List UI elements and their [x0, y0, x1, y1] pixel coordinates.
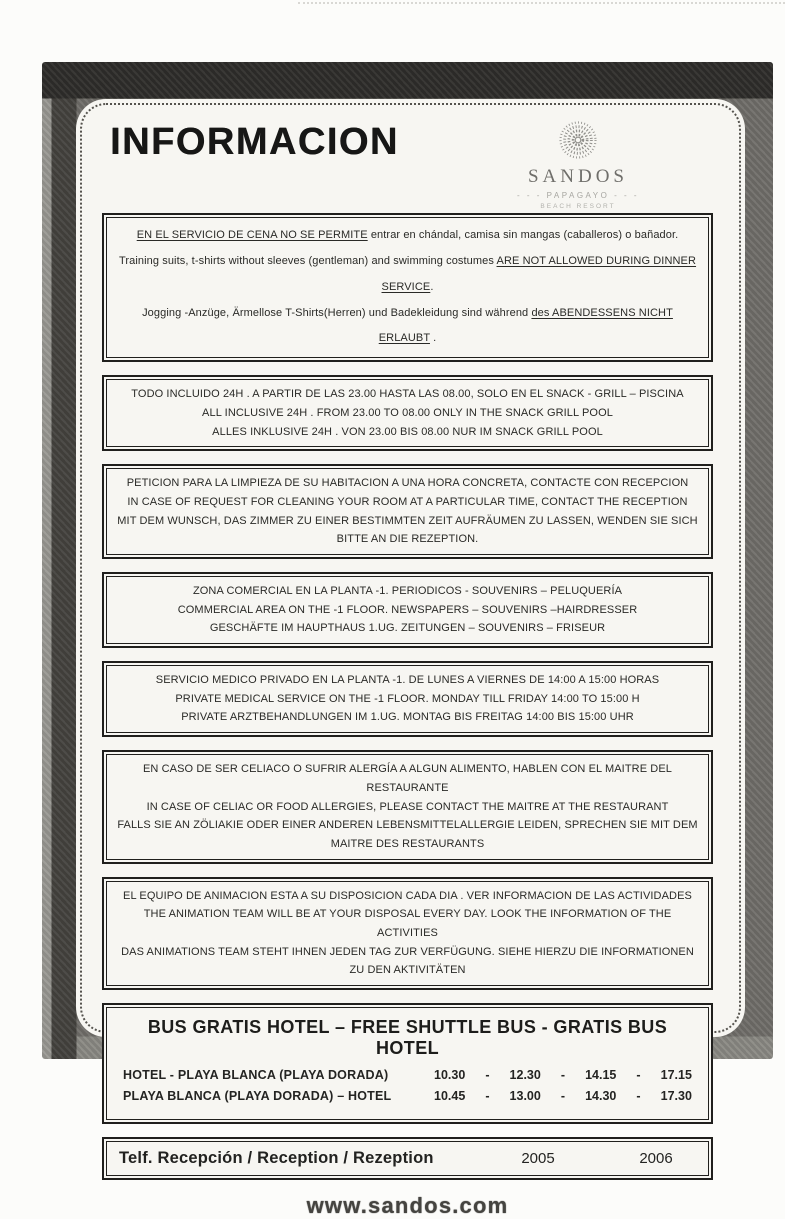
notice-dress-code	[102, 213, 713, 362]
animation-line-en: THE ANIMATION TEAM WILL BE AT YOUR DISPOSAL EVERY DAY. LOOK THE INFORMATION OF THE ACTIVITIES	[143, 908, 672, 939]
notices	[100, 211, 715, 1180]
bus-time-separator: -	[560, 1068, 566, 1083]
room-cleaning-line-en: IN CASE OF REQUEST FOR CLEANING YOUR ROOM AT A PARTICULAR TIME, CONTACT THE RECEPTION	[127, 495, 688, 508]
dress-code-de-rest: .	[429, 332, 437, 345]
scan-edge-artifact	[298, 2, 785, 4]
notice-medical-service	[102, 661, 713, 737]
notice-allergies	[102, 750, 713, 863]
dress-code-es-rest: entrar en chándal, camisa sin mangas (caballeros) o bañador.	[367, 229, 679, 241]
dress-code-de-underlined: des ABENDESSENS NICHT ERLAUBT	[378, 306, 673, 345]
reception-phone	[102, 1137, 713, 1180]
logo-decor-left: - - -	[516, 191, 542, 200]
notice-animation-team-inner	[106, 881, 709, 986]
allergies-line-es: EN CASO DE SER CELIACO O SUFRIR ALERGÍA A ALGUN ALIMENTO, HABLEN CON EL MAITRE DEL RESTAURANTE	[142, 763, 672, 794]
bus-time-separator: -	[485, 1068, 490, 1083]
reception-label: Telf. Recepción / Reception / Rezeption	[119, 1149, 434, 1168]
dress-code-line-en	[117, 249, 698, 301]
animation-line-de: DAS ANIMATIONS TEAM STEHT IHNEN JEDEN TAG ZUR VERFÜGUNG. SIEHE HIERZU DIE INFORMATIONEN ZU DEN AKTIVITÄTEN	[121, 945, 694, 977]
allergies-line-en: IN CASE OF CELIAC OR FOOD ALLERGIES, PLEASE CONTACT THE MAITRE AT THE RESTAURANT	[146, 800, 669, 813]
reception-year-2005: 2005	[521, 1150, 555, 1168]
header	[100, 107, 715, 211]
logo-decor-right: - - -	[614, 191, 640, 200]
bus-time: 10.45	[434, 1089, 466, 1104]
notice-commercial-area-inner	[106, 576, 709, 644]
medical-service-line-de: PRIVATE ARZTBEHANDLUNGEN IM 1.UG. MONTAG BIS FREITAG 14:00 BIS 15:00 UHR	[181, 711, 634, 724]
bus-row-return	[123, 1089, 692, 1103]
bus-time: 17.30	[660, 1089, 692, 1104]
dress-code-es-underlined: EN EL SERVICIO DE CENA NO SE PERMITE	[136, 229, 368, 241]
bus-schedule-title: BUS GRATIS HOTEL – FREE SHUTTLE BUS - GRATIS BUS HOTEL	[147, 1017, 668, 1059]
logo-brand-name: SANDOS	[527, 166, 629, 187]
commercial-area-line-en: COMMERCIAL AREA ON THE -1 FLOOR. NEWSPAPERS – SOUVENIRS –HAIRDRESSER	[177, 603, 638, 616]
dress-code-en-pre: Training suits, t-shirts without sleeves (gentleman) and swimming costumes	[118, 254, 497, 267]
notice-all-inclusive	[102, 375, 713, 451]
bus-time: 12.30	[509, 1068, 541, 1083]
bus-route: PLAYA BLANCA (PLAYA DORADA) – HOTEL	[123, 1089, 392, 1104]
commercial-area-line-es: ZONA COMERCIAL EN LA PLANTA -1. PERIODICOS - SOUVENIRS – PELUQUERÍA	[192, 585, 623, 598]
logo-resort-text: PAPAGAYO	[546, 191, 610, 200]
bus-times	[434, 1089, 692, 1103]
logo-tagline: BEACH RESORT	[540, 203, 616, 210]
all-inclusive-line-de: ALLES INKLUSIVE 24H . VON 23.00 BIS 08.00 NUR IM SNACK GRILL POOL	[212, 425, 603, 438]
bus-schedule	[102, 1003, 713, 1124]
dress-code-line-es	[117, 223, 698, 249]
notice-room-cleaning	[102, 464, 713, 559]
dress-code-line-de	[117, 301, 698, 353]
notice-commercial-area	[102, 572, 713, 648]
logo-resort-name	[513, 191, 643, 200]
bus-time: 14.30	[585, 1089, 617, 1104]
dress-code-en-rest: .	[430, 280, 434, 293]
photocopy-border	[42, 62, 773, 1219]
bus-time: 17.15	[660, 1068, 692, 1083]
sandos-logo	[513, 115, 643, 210]
website-url: www.sandos.com	[306, 1193, 509, 1219]
animation-line-es: EL EQUIPO DE ANIMACION ESTA A SU DISPOSICION CADA DIA . VER INFORMACION DE LAS ACTIVIDADES	[123, 889, 692, 902]
bus-route: HOTEL - PLAYA BLANCA (PLAYA DORADA)	[123, 1068, 389, 1083]
page-title: INFORMACION	[110, 121, 399, 163]
room-cleaning-line-de: MIT DEM WUNSCH, DAS ZIMMER ZU EINER BESTIMMTEN ZEIT AUFRÄUMEN ZU LASSEN, WENDEN SIE SICH BITTE AN DIE REZEPTION.	[117, 514, 698, 546]
bus-time-separator: -	[636, 1089, 641, 1104]
reception-phone-inner	[106, 1141, 709, 1176]
medical-service-line-es: SERVICIO MEDICO PRIVADO EN LA PLANTA -1. DE LUNES A VIERNES DE 14:00 A 15:00 HORAS	[155, 674, 660, 687]
reception-year-2006: 2006	[639, 1150, 673, 1168]
page-content	[100, 107, 715, 1219]
bus-time: 10.30	[434, 1068, 466, 1083]
bus-time-separator: -	[485, 1089, 490, 1104]
notice-all-inclusive-inner	[106, 379, 709, 447]
notice-medical-service-inner	[106, 665, 709, 733]
medical-service-line-en: PRIVATE MEDICAL SERVICE ON THE -1 FLOOR. MONDAY TILL FRIDAY 14:00 TO 15:00 H	[175, 692, 640, 705]
commercial-area-line-de: GESCHÄFTE IM HAUPTHAUS 1.UG. ZEITUNGEN – SOUVENIRS – FRISEUR	[209, 622, 606, 635]
all-inclusive-line-en: ALL INCLUSIVE 24H . FROM 23.00 TO 08.00 ONLY IN THE SNACK GRILL POOL	[202, 406, 613, 419]
all-inclusive-line-es: TODO INCLUIDO 24H . A PARTIR DE LAS 23.00 HASTA LAS 08.00, SOLO EN EL SNACK - GRILL – PISCINA	[131, 388, 684, 401]
bus-time-separator: -	[560, 1089, 566, 1104]
bus-schedule-inner	[106, 1007, 709, 1120]
notice-dress-code-inner	[106, 217, 709, 358]
bus-time-separator: -	[636, 1068, 641, 1083]
allergies-line-de: FALLS SIE AN ZÖLIAKIE ODER EINER ANDEREN LEBENSMITTELALLERGIE LEIDEN, SPRECHEN SIE MIT DEM MAITRE DES RESTAURANTS	[117, 819, 698, 850]
notice-room-cleaning-inner	[106, 468, 709, 555]
bus-time: 13.00	[509, 1089, 541, 1104]
bus-time: 14.15	[585, 1068, 617, 1083]
notice-allergies-inner	[106, 754, 709, 859]
dress-code-de-pre: Jogging -Anzüge, Ärmellose T-Shirts(Herren) und Badekleidung sind während	[142, 306, 532, 319]
scanned-page	[76, 99, 745, 1219]
notice-animation-team	[102, 877, 713, 990]
sun-logo-icon	[553, 115, 603, 165]
room-cleaning-line-es: PETICION PARA LA LIMPIEZA DE SU HABITACION A UNA HORA CONCRETA, CONTACTE CON RECEPCION	[126, 477, 689, 490]
dress-code-en-underlined: ARE NOT ALLOWED DURING DINNER SERVICE	[381, 254, 697, 293]
